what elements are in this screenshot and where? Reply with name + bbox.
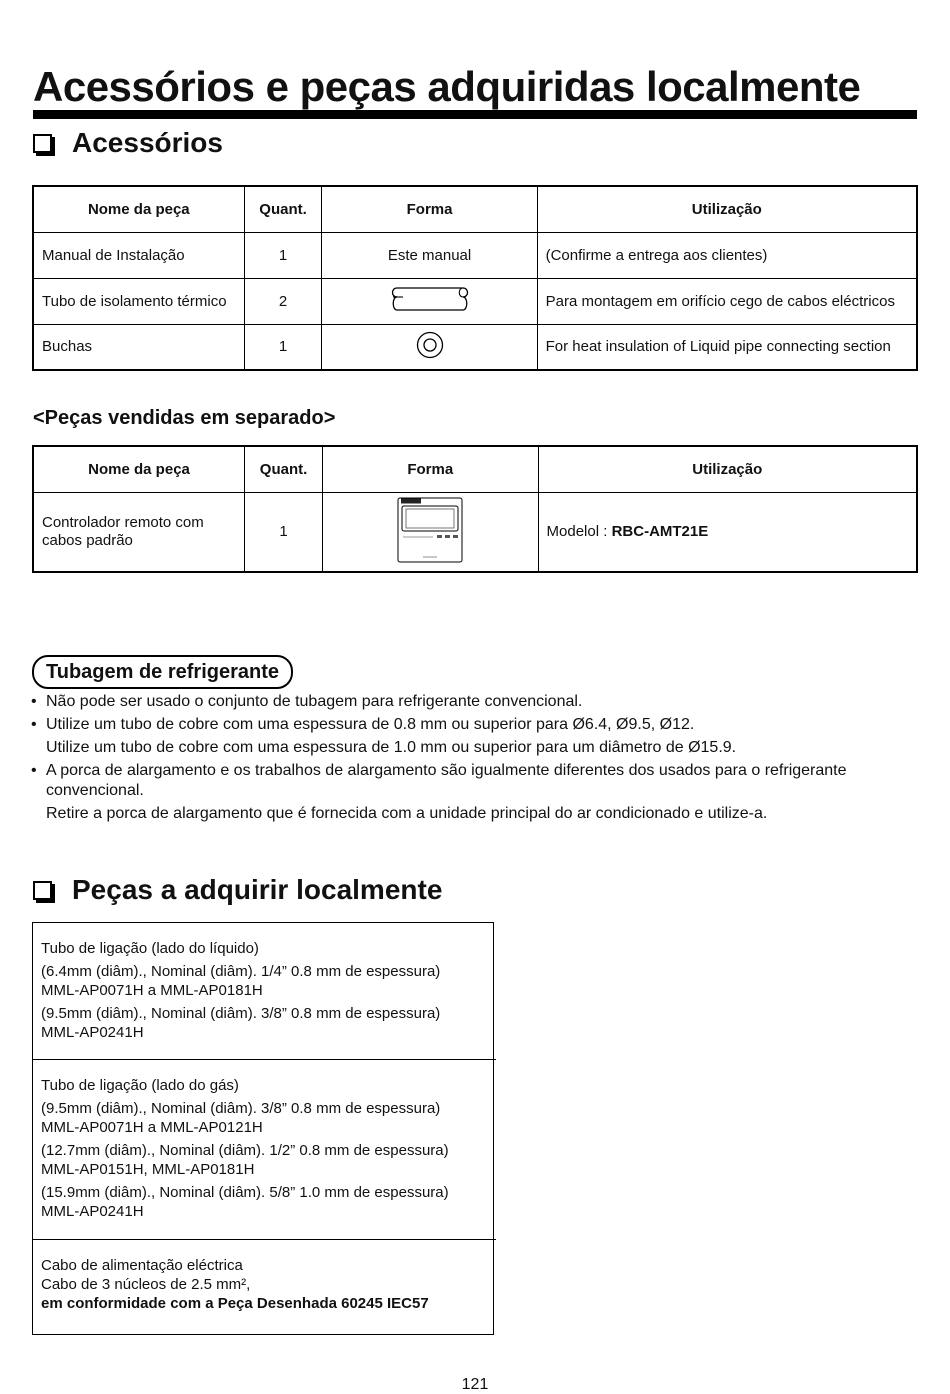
model-number: RBC-AMT21E: [611, 523, 709, 541]
row-name: Buchas: [33, 324, 244, 370]
bullet: •: [31, 762, 37, 779]
refrigerant-heading: Tubagem de refrigerante: [32, 655, 293, 689]
model-range: MML-AP0241H: [41, 1024, 144, 1041]
header-use: Utilização: [537, 186, 917, 232]
row-shape: Este manual: [322, 232, 537, 278]
header-shape: Forma: [322, 186, 537, 232]
table-header-row: [33, 446, 917, 492]
liquid-pipe-title: Tubo de ligação (lado do líquido): [41, 940, 259, 957]
power-cable-text: [41, 1256, 485, 1313]
row-name-line2: cabos padrão: [42, 531, 133, 549]
row-shape: [322, 278, 537, 324]
title-rule: [33, 110, 917, 119]
spec-item: [41, 1141, 485, 1179]
row-name: Tubo de isolamento térmico: [33, 278, 244, 324]
table-row: [33, 324, 917, 370]
table-row: [33, 278, 917, 324]
spec-text: (12.7mm (diâm)., Nominal (diâm). 1/2” 0.8 mm de espessura): [41, 1142, 449, 1159]
note-line: A porca de alargamento e os trabalhos de alargamento são igualmente diferentes dos usados para o refrigerante: [46, 762, 847, 779]
local-parts-heading: [33, 874, 442, 906]
header-name: Nome da peça: [33, 186, 244, 232]
note-line: convencional.: [46, 782, 144, 799]
bullet: •: [31, 693, 37, 710]
note-line: Utilize um tubo de cobre com uma espessura de 0.8 mm ou superior para Ø6.4, Ø9.5, Ø12.: [46, 716, 695, 733]
liquid-pipe-section: [41, 939, 485, 1046]
row-use: Para montagem em orifício cego de cabos eléctricos: [537, 278, 917, 324]
header-qty: Quant.: [245, 446, 323, 492]
local-parts-heading-text: Peças a adquirir localmente: [72, 874, 443, 905]
divider: [33, 1239, 496, 1240]
header-use: Utilização: [538, 446, 917, 492]
spec-item: [41, 1183, 485, 1221]
row-name: [33, 492, 245, 572]
row-shape: [323, 492, 539, 572]
table-row: [33, 492, 917, 572]
row-qty: 1: [244, 232, 322, 278]
note-line: Não pode ser usado o conjunto de tubagem para refrigerante convencional.: [46, 693, 583, 710]
row-shape: [322, 324, 537, 370]
local-parts-box: [32, 922, 494, 1335]
list-item: [28, 692, 908, 712]
spec-item: [41, 1099, 485, 1137]
model-prefix: Modelol :: [546, 523, 612, 541]
power-cable-title: Cabo de alimentação eléctrica: [41, 1257, 243, 1274]
spec-text: (9.5mm (diâm)., Nominal (diâm). 3/8” 0.8 mm de espessura): [41, 1100, 441, 1117]
gas-pipe-title: Tubo de ligação (lado do gás): [41, 1077, 239, 1094]
row-qty: 1: [244, 324, 322, 370]
accessories-heading: [33, 127, 223, 159]
spec-item: [41, 962, 485, 1000]
separate-parts-heading: <Peças vendidas em separado>: [33, 407, 336, 429]
list-item: [28, 761, 908, 824]
table-row: [33, 232, 917, 278]
spec-text: (15.9mm (diâm)., Nominal (diâm). 5/8” 1.0 mm de espessura): [41, 1184, 449, 1201]
bullet: •: [31, 716, 37, 733]
power-cable-spec: Cabo de 3 núcleos de 2.5 mm²,: [41, 1276, 251, 1293]
gas-pipe-section: [41, 1076, 485, 1225]
note-line: Utilize um tubo de cobre com uma espessura de 1.0 mm ou superior para um diâmetro de Ø15.9.: [46, 739, 737, 756]
bushing-icon: [415, 330, 445, 360]
divider: [33, 1059, 496, 1060]
row-qty: 2: [244, 278, 322, 324]
header-name: Nome da peça: [33, 446, 245, 492]
power-cable-section: [41, 1256, 485, 1317]
checkbox-square-icon: [33, 134, 52, 153]
model-range: MML-AP0241H: [41, 1203, 144, 1220]
spec-text: (9.5mm (diâm)., Nominal (diâm). 3/8” 0.8 mm de espessura): [41, 1005, 441, 1022]
row-qty: 1: [245, 492, 323, 572]
page-number: 121: [461, 1376, 489, 1393]
table-header-row: [33, 186, 917, 232]
row-use: [538, 492, 917, 572]
separate-parts-table: [32, 445, 918, 573]
accessories-table: [32, 185, 918, 371]
model-range: MML-AP0071H a MML-AP0121H: [41, 1119, 263, 1136]
header-shape: Forma: [323, 446, 539, 492]
page-title: Acessórios e peças adquiridas localmente: [33, 63, 861, 110]
model-range: MML-AP0151H, MML-AP0181H: [41, 1161, 255, 1178]
spec-text: (6.4mm (diâm)., Nominal (diâm). 1/4” 0.8 mm de espessura): [41, 963, 441, 980]
list-item: [28, 715, 908, 758]
insulation-tube-icon: [389, 284, 471, 314]
note-line: Retire a porca de alargamento que é fornecida com a unidade principal do ar condicionado e utilize-a.: [46, 805, 768, 822]
checkbox-square-icon: [33, 881, 52, 900]
spec-item: [41, 1004, 485, 1042]
remote-controller-icon: [397, 497, 463, 563]
row-name: Manual de Instalação: [33, 232, 244, 278]
refrigerant-notes: [28, 692, 908, 827]
row-use: (Confirme a entrega aos clientes): [537, 232, 917, 278]
power-cable-standard: em conformidade com a Peça Desenhada 60245 IEC57: [41, 1295, 429, 1312]
row-name-line1: Controlador remoto com: [42, 513, 204, 531]
row-use: For heat insulation of Liquid pipe connecting section: [537, 324, 917, 370]
accessories-heading-text: Acessórios: [72, 127, 223, 158]
model-range: MML-AP0071H a MML-AP0181H: [41, 982, 263, 999]
header-qty: Quant.: [244, 186, 322, 232]
